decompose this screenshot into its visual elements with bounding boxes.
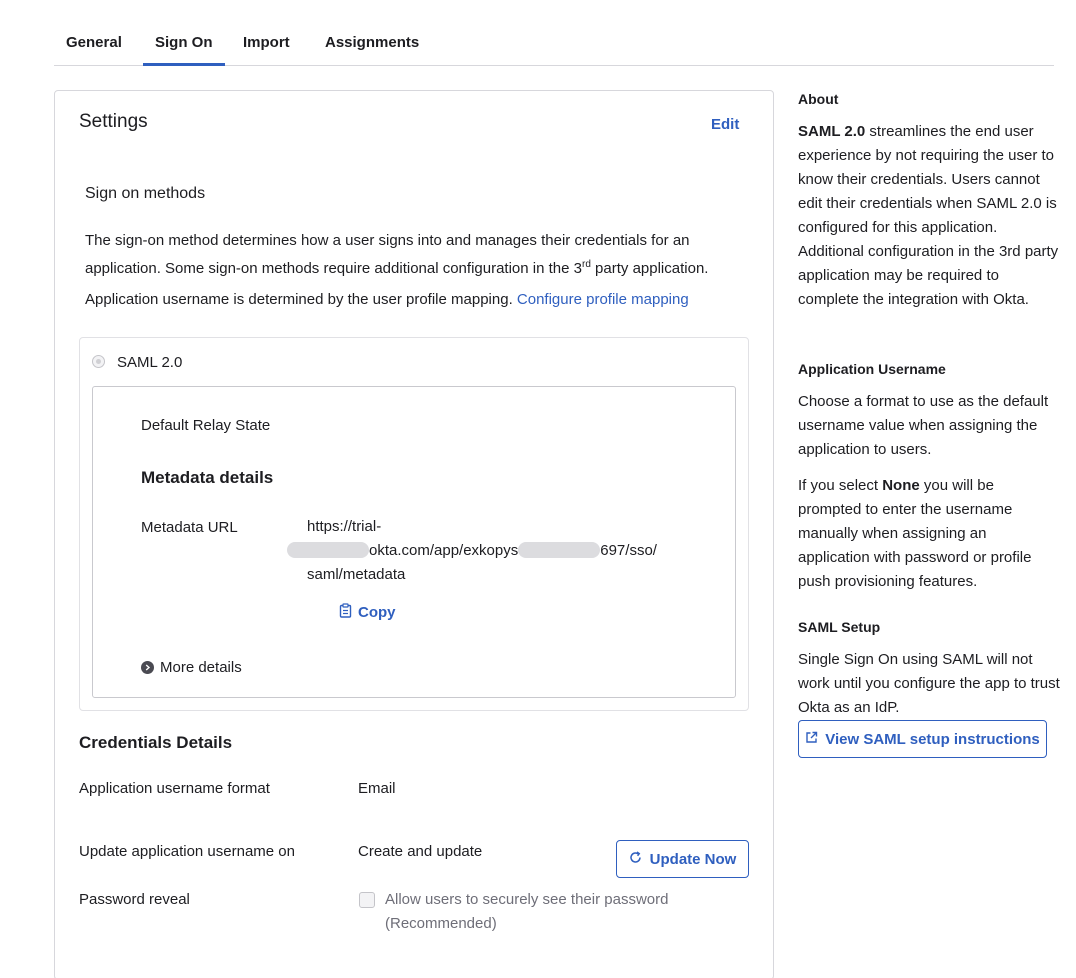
saml-radio[interactable] xyxy=(92,355,105,368)
update-now-button[interactable]: Update Now xyxy=(616,840,749,878)
chevron-right-icon xyxy=(141,661,154,674)
credentials-details-heading: Credentials Details xyxy=(79,733,233,752)
settings-title: Settings xyxy=(79,111,148,132)
tab-import[interactable]: Import xyxy=(243,34,290,51)
about-text: SAML 2.0 streamlines the end user experience by not requiring the user to know their credentials. Users cannot edit their credentials when SAML 2.0 is configured for this application. Additional configuration in the 3rd party application may be required to complete the integration with Okta. xyxy=(798,123,1059,308)
refresh-icon xyxy=(629,851,642,868)
password-reveal-option: Allow users to securely see their password (Recommended) xyxy=(385,891,669,932)
metadata-url-label: Metadata URL xyxy=(141,519,238,536)
saml-details-box xyxy=(92,386,736,698)
application-username-none-text: If you select None you will be prompted to enter the username manually when assigning an application with password or profile push provisioning features. xyxy=(798,477,1032,590)
tab-assignments[interactable]: Assignments xyxy=(325,34,420,51)
update-username-on-label: Update application username on xyxy=(79,843,295,860)
update-username-on-value: Create and update xyxy=(358,843,483,860)
metadata-details-heading: Metadata details xyxy=(141,468,274,487)
username-format-label: Application username format xyxy=(79,780,270,797)
saml-radio-label: SAML 2.0 xyxy=(117,354,183,371)
sign-on-methods-description: The sign-on method determines how a user signs into and manages their credentials for an application. Some sign-on methods require additional configuration in the 3rd party application. xyxy=(85,232,709,277)
external-link-icon xyxy=(805,731,818,748)
edit-button[interactable]: Edit xyxy=(711,116,740,133)
view-saml-setup-instructions-button[interactable]: View SAML setup instructions xyxy=(798,720,1047,758)
password-reveal-label: Password reveal xyxy=(79,891,190,908)
sign-on-methods-heading: Sign on methods xyxy=(85,185,206,202)
saml-method-card xyxy=(79,337,749,711)
redacted-blur xyxy=(518,542,600,558)
application-username-text: Choose a format to use as the default username value when assigning the application to users. xyxy=(798,393,1049,458)
metadata-url-value: https://trial- okta.com/app/exkopys 697/sso/ saml/metadata xyxy=(307,515,707,587)
copy-metadata-url-button[interactable]: Copy xyxy=(339,603,396,622)
saml-setup-text: Single Sign On using SAML will not work until you configure the app to trust Okta as an IdP. xyxy=(798,651,1060,716)
redacted-blur xyxy=(287,542,369,558)
username-format-value: Email xyxy=(358,780,396,797)
settings-panel xyxy=(54,90,774,978)
password-reveal-checkbox[interactable] xyxy=(359,892,375,908)
application-username-heading: Application Username xyxy=(798,361,946,377)
clipboard-icon xyxy=(339,603,352,622)
about-heading: About xyxy=(798,91,839,107)
username-mapping-text: Application username is determined by the user profile mapping. Configure profile mapping xyxy=(85,291,689,308)
default-relay-state-label: Default Relay State xyxy=(141,417,271,434)
tab-bar xyxy=(54,0,1054,66)
saml-setup-heading: SAML Setup xyxy=(798,619,881,635)
configure-profile-mapping-link[interactable]: Configure profile mapping xyxy=(516,291,689,308)
more-details-toggle[interactable]: More details xyxy=(141,659,242,676)
tab-general[interactable]: General xyxy=(66,34,122,51)
tab-sign-on[interactable]: Sign On xyxy=(155,34,213,51)
